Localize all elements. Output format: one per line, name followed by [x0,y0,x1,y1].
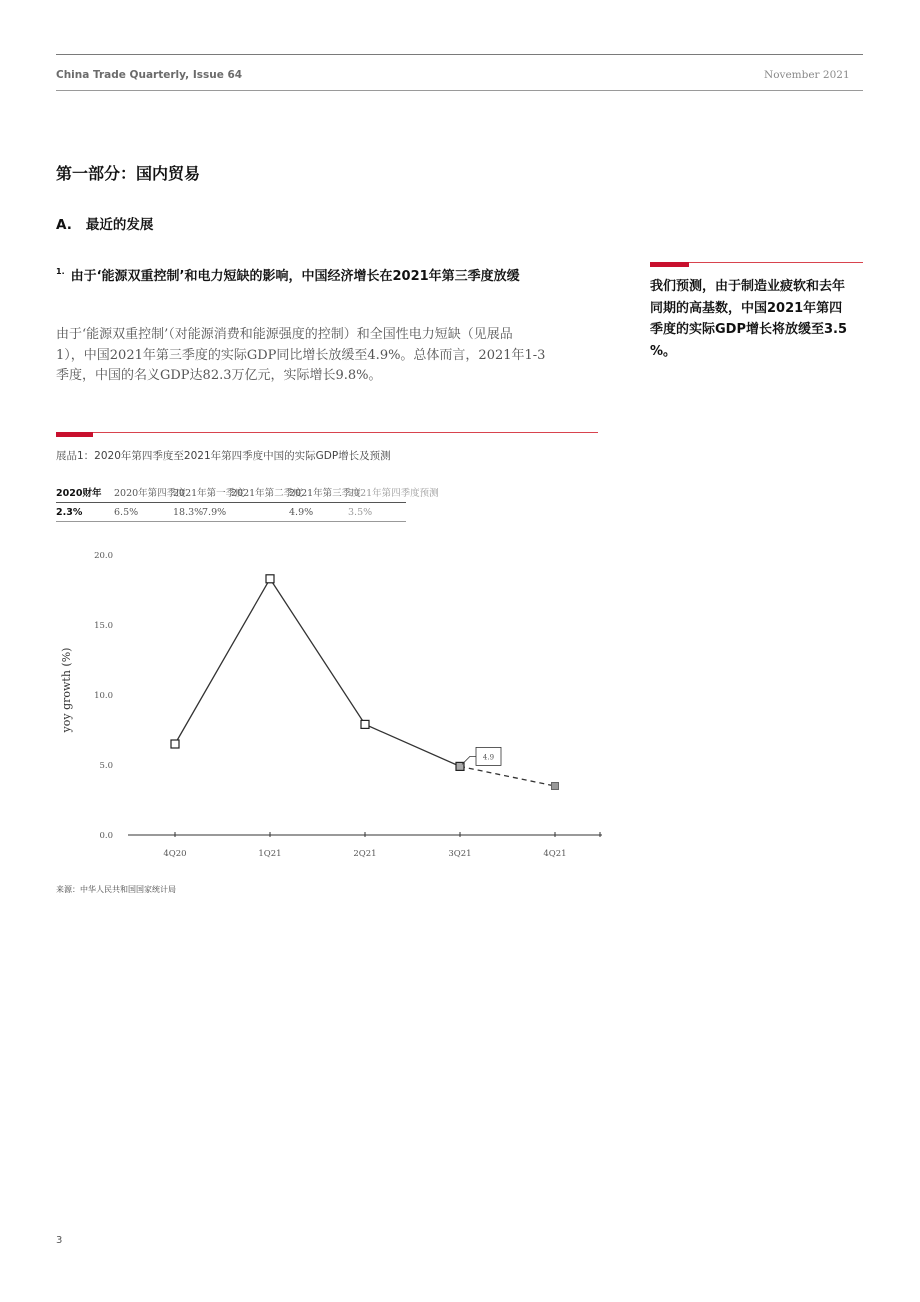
subsection-title: A. 最近的发展 [56,217,154,233]
table-header-cell: 2021年第四季度预测 [348,488,439,499]
exhibit-source: 来源：中华人民共和国国家统计局 [56,885,176,894]
annotation-label: 4.9 [482,753,495,762]
table-cell: 7.9% [202,507,227,518]
series-line-forecast [460,766,555,786]
header-rule [56,90,863,91]
data-point-actual [171,740,179,748]
sidebar-line: 季度的实际GDP增长将放缓至3.5 [650,322,848,337]
body-line: 1），中国2021年第三季度的实际GDP同比增长放缓至4.9%。总体而言，2021年1-3 [56,347,546,363]
table-header-cell: 2021年第一季度 [173,488,245,499]
top-rule [56,54,863,55]
table-header-cell: 2021年第三季度 [289,488,361,499]
x-tick-label: 1Q21 [258,849,282,859]
y-axis-label: yoy growth (%) [60,647,73,733]
gdp-growth-chart [0,540,620,870]
heading-text: 由于‘能源双重控制’和电力短缺的影响，中国经济增长在2021年第三季度放缓 [70,269,520,284]
x-tick-label: 4Q21 [543,849,567,859]
y-tick-label: 15.0 [94,621,113,631]
data-point-actual [266,575,274,583]
body-paragraph [56,325,584,387]
table-header-cell: 2021年第二季度 [231,488,303,499]
y-tick-label: 5.0 [99,761,113,771]
data-point-forecast [552,783,559,790]
table-cell: 3.5% [348,507,373,518]
x-tick-label: 2Q21 [353,849,377,859]
table-cell: 18.3% [173,507,204,518]
body-line: 季度，中国的名义GDP达82.3万亿元，实际增长9.8%。 [56,368,382,383]
body-line: 由于‘能源双重控制’（对能源消费和能源强度的控制）和全国性电力短缺（见展品 [56,327,513,342]
section-title: 第一部分：国内贸易 [56,164,201,183]
y-tick-label: 20.0 [94,551,113,561]
paragraph-heading [56,265,520,284]
table-header-cell: 2020年第四季度 [114,488,186,499]
y-tick-label: 0.0 [99,831,113,841]
x-tick-label: 4Q20 [163,849,187,859]
exhibit-accent-bar [56,432,93,437]
table-cell: 4.9% [289,507,314,518]
table-header-cell: 2020财年 [56,488,102,499]
y-tick-label: 10.0 [94,691,113,701]
table-cell: 6.5% [114,507,139,518]
publication-title: China Trade Quarterly, Issue 64 [56,69,243,81]
sidebar-line: 我们预测，由于制造业疲软和去年 [650,279,846,294]
sidebar-callout [650,276,863,362]
table-cell: 2.3% [56,507,83,518]
x-tick-label: 3Q21 [448,849,472,859]
table-bottom-rule [56,521,406,522]
series-line-actual [175,579,460,767]
data-point-actual [361,720,369,728]
exhibit-rule [56,432,598,433]
sidebar-line: 同期的高基数，中国2021年第四 [650,300,843,316]
sidebar-line: %。 [650,343,677,359]
table-header-rule [56,502,406,503]
sidebar-accent-bar [650,262,689,267]
exhibit-title: 展品1：2020年第四季度至2021年第四季度中国的实际GDP增长及预测 [56,450,391,462]
page-number: 3 [56,1235,63,1246]
heading-number: 1. [56,267,65,276]
publication-date: November 2021 [764,69,850,81]
